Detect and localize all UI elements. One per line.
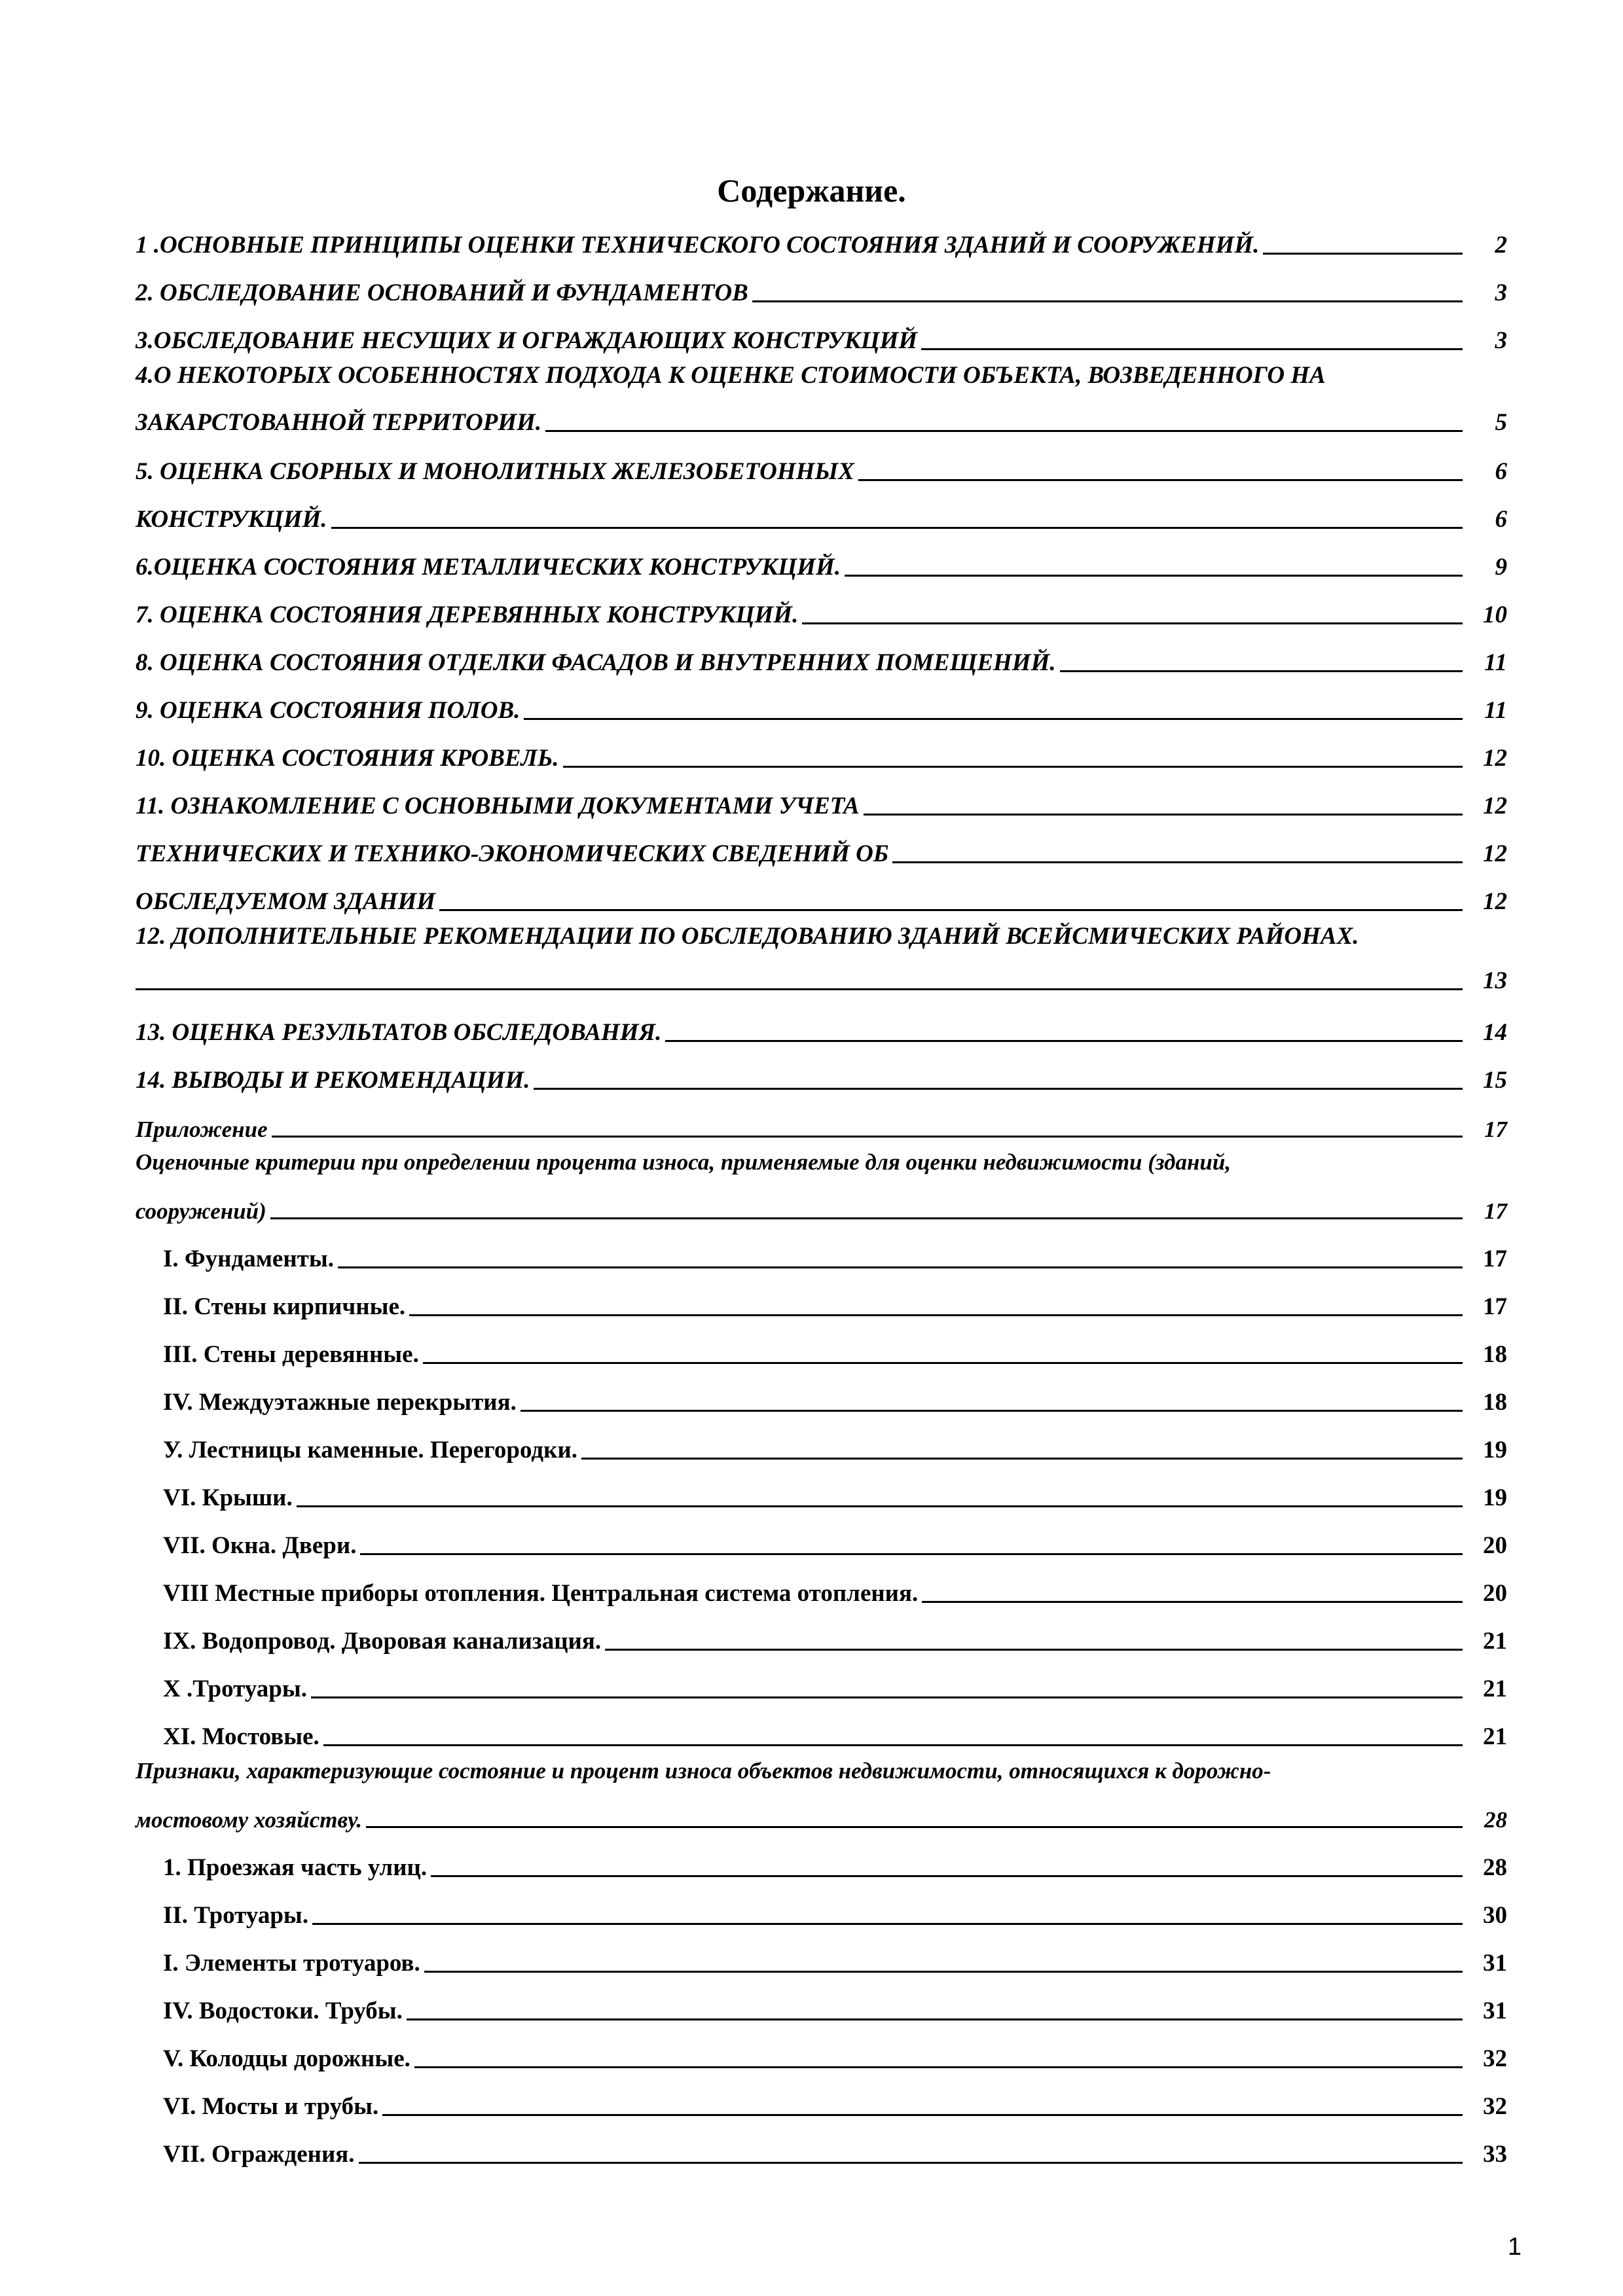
toc-entry[interactable] <box>136 1615 1507 1663</box>
toc-entry-page: 21 <box>1483 1723 1507 1751</box>
toc-entry[interactable] <box>136 732 1507 780</box>
toc-entry-text: 7. ОЦЕНКА СОСТОЯНИЯ ДЕРЕВЯННЫХ КОНСТРУКЦИЙ. <box>136 601 799 629</box>
toc-entry[interactable] <box>136 1329 1507 1376</box>
toc-entry-text: ОБСЛЕДУЕМОМ ЗДАНИИ <box>136 888 436 916</box>
toc-entry-text: ТЕХНИЧЕСКИХ И ТЕХНИКО-ЭКОНОМИЧЕСКИХ СВЕДЕНИЙ ОБ <box>136 840 889 868</box>
toc-entry[interactable] <box>136 1568 1507 1615</box>
leader-line <box>360 1553 1463 1555</box>
toc-entry-page: 19 <box>1483 1484 1507 1512</box>
toc-entry[interactable] <box>136 1890 1507 1937</box>
toc-entry[interactable] <box>136 541 1507 589</box>
leader-line <box>338 1266 1463 1268</box>
toc-entry-text: 3.ОБСЛЕДОВАНИЕ НЕСУЩИХ И ОГРАЖДАЮЩИХ КОНСТРУКЦИЙ <box>136 327 918 355</box>
toc-entry-page: 15 <box>1483 1067 1507 1094</box>
toc-entry-text: I. Элементы тротуаров. <box>163 1950 420 1977</box>
toc-entry[interactable] <box>136 446 1507 493</box>
toc-entry[interactable] <box>136 1007 1507 1054</box>
toc-entry[interactable] <box>136 493 1507 541</box>
toc-entry-text: 1 .ОСНОВНЫЕ ПРИНЦИПЫ ОЦЕНКИ ТЕХНИЧЕСКОГО СОСТОЯНИЯ ЗДАНИЙ И СООРУЖЕНИЙ. <box>136 232 1260 259</box>
toc-entry-text: 9. ОЦЕНКА СОСТОЯНИЯ ПОЛОВ. <box>136 697 520 725</box>
leader-line <box>752 300 1463 302</box>
toc-entry-page: 31 <box>1483 1998 1507 2025</box>
toc-entry-page: 13 <box>1483 967 1507 995</box>
leader-line <box>136 988 1463 990</box>
leader-line <box>1263 253 1463 255</box>
toc-entry-page: 20 <box>1483 1580 1507 1607</box>
leader-line <box>297 1505 1463 1507</box>
toc-entry-text: сооружений) <box>136 1198 266 1224</box>
leader-line <box>845 575 1463 577</box>
toc-entry-text: 6.ОЦЕНКА СОСТОЯНИЯ МЕТАЛЛИЧЕСКИХ КОНСТРУКЦИЙ. <box>136 554 841 581</box>
toc-entry[interactable] <box>136 1054 1507 1102</box>
toc-entry[interactable] <box>136 1759 1507 1842</box>
leader-line <box>409 1314 1463 1316</box>
toc-entry-text: II. Стены кирпичные. <box>163 1293 406 1321</box>
leader-line <box>1060 670 1463 672</box>
toc-entry-page: 30 <box>1483 1902 1507 1929</box>
toc-entry-text: XI. Мостовые. <box>163 1723 319 1751</box>
toc-entry-text: X .Тротуары. <box>163 1676 307 1703</box>
toc-entry-page: 9 <box>1495 554 1507 581</box>
page-number: 1 <box>1507 2233 1522 2261</box>
leader-line <box>563 766 1463 768</box>
toc-entry-text-line1: Оценочные критерии при определении процента износа, применяемые для оценки недвижимости (зданий, <box>136 1149 1231 1175</box>
toc-entry-page: 32 <box>1483 2093 1507 2121</box>
leader-line <box>270 1217 1463 1219</box>
toc-entry[interactable] <box>136 2081 1507 2128</box>
toc-entry-page: 3 <box>1495 327 1507 355</box>
leader-line <box>439 909 1463 911</box>
leader-line <box>520 1410 1463 1412</box>
toc-entry-text: 11. ОЗНАКОМЛЕНИЕ С ОСНОВНЫМИ ДОКУМЕНТАМИ УЧЕТА <box>136 793 860 820</box>
leader-line <box>858 479 1463 481</box>
toc-entry-text: мостовому хозяйству. <box>136 1806 363 1833</box>
toc-entry-page: 12 <box>1483 745 1507 772</box>
toc-entry-page: 33 <box>1483 2141 1507 2168</box>
leader-line <box>545 430 1463 432</box>
toc-entry-page: 12 <box>1483 840 1507 868</box>
leader-line <box>921 348 1463 350</box>
toc-entry-text: II. Тротуары. <box>163 1902 309 1929</box>
leader-line <box>423 1362 1463 1364</box>
toc-entry-page: 11 <box>1484 697 1507 725</box>
table-of-contents <box>136 219 1507 2176</box>
toc-entry-text: 13. ОЦЕНКА РЕЗУЛЬТАТОВ ОБСЛЕДОВАНИЯ. <box>136 1019 662 1047</box>
toc-entry-text: I. Фундаменты. <box>163 1246 334 1273</box>
toc-entry-page: 18 <box>1483 1341 1507 1369</box>
leader-line <box>414 2066 1463 2068</box>
toc-entry-page: 17 <box>1484 1198 1507 1224</box>
toc-entry-text: V. Колодцы дорожные. <box>163 2045 410 2073</box>
toc-entry[interactable] <box>136 876 1507 924</box>
leader-line <box>802 622 1463 624</box>
toc-entry-page: 17 <box>1483 1246 1507 1273</box>
toc-entry-page: 28 <box>1483 1854 1507 1882</box>
toc-entry[interactable] <box>136 1711 1507 1759</box>
toc-entry[interactable] <box>136 2033 1507 2081</box>
toc-entry-text: VI. Крыши. <box>163 1484 293 1512</box>
toc-entry-page: 21 <box>1483 1676 1507 1703</box>
leader-line <box>424 1971 1463 1973</box>
leader-line <box>323 1744 1463 1746</box>
toc-entry[interactable] <box>136 828 1507 876</box>
toc-entry[interactable] <box>136 1281 1507 1329</box>
toc-entry[interactable] <box>136 589 1507 637</box>
toc-entry-page: 14 <box>1483 1019 1507 1047</box>
leader-line <box>665 1040 1463 1042</box>
toc-entry-text: VII. Ограждения. <box>163 2141 355 2168</box>
toc-entry-text: 10. ОЦЕНКА СОСТОЯНИЯ КРОВЕЛЬ. <box>136 745 559 772</box>
toc-entry-page: 12 <box>1483 793 1507 820</box>
toc-entry-text: 2. ОБСЛЕДОВАНИЕ ОСНОВАНИЙ И ФУНДАМЕНТОВ <box>136 279 748 307</box>
toc-entry-page: 6 <box>1495 506 1507 533</box>
toc-entry[interactable] <box>136 1937 1507 1985</box>
toc-entry-page: 31 <box>1483 1950 1507 1977</box>
toc-entry-page: 3 <box>1495 279 1507 307</box>
toc-entry[interactable] <box>136 1842 1507 1890</box>
toc-entry[interactable] <box>136 1663 1507 1711</box>
leader-line <box>366 1826 1463 1828</box>
toc-entry[interactable] <box>136 1376 1507 1424</box>
leader-line <box>892 861 1463 863</box>
leader-line <box>605 1649 1463 1651</box>
leader-line <box>524 718 1463 720</box>
leader-line <box>312 1923 1463 1925</box>
toc-entry[interactable] <box>136 315 1507 363</box>
toc-entry-text: IV. Междуэтажные перекрытия. <box>163 1389 517 1416</box>
toc-entry-text: VIII Местные приборы отопления. Центральная система отопления. <box>163 1580 919 1607</box>
toc-entry-page: 6 <box>1495 458 1507 486</box>
toc-entry-page: 5 <box>1495 409 1507 437</box>
toc-entry[interactable] <box>136 1520 1507 1568</box>
leader-line <box>311 1696 1463 1698</box>
toc-entry[interactable] <box>136 1102 1507 1150</box>
toc-entry[interactable] <box>136 637 1507 685</box>
leader-line <box>922 1601 1463 1603</box>
toc-entry-text: 1. Проезжая часть улиц. <box>163 1854 428 1882</box>
toc-entry-page: 12 <box>1483 888 1507 916</box>
leader-line <box>359 2162 1463 2164</box>
toc-entry[interactable] <box>136 1233 1507 1281</box>
toc-entry-text: III. Стены деревянные. <box>163 1341 419 1369</box>
toc-entry-page: 18 <box>1483 1389 1507 1416</box>
toc-entry-text-line1: 12. ДОПОЛНИТЕЛЬНЫЕ РЕКОМЕНДАЦИИ ПО ОБСЛЕДОВАНИЮ ЗДАНИЙ ВСЕЙСМИЧЕСКИХ РАЙОНАХ. <box>136 923 1359 950</box>
toc-entry[interactable] <box>136 1150 1507 1233</box>
leader-line <box>272 1136 1463 1138</box>
toc-entry-text: IX. Водопровод. Дворовая канализация. <box>163 1628 602 1655</box>
toc-entry-text: 5. ОЦЕНКА СБОРНЫХ И МОНОЛИТНЫХ ЖЕЛЕЗОБЕТОННЫХ <box>136 458 854 486</box>
toc-entry-page: 21 <box>1483 1628 1507 1655</box>
toc-entry-text-line1: 4.О НЕКОТОРЫХ ОСОБЕННОСТЯХ ПОДХОДА К ОЦЕНКЕ СТОИМОСТИ ОБЪЕКТА, ВОЗВЕДЕННОГО НА <box>136 362 1326 389</box>
toc-entry[interactable] <box>136 363 1507 446</box>
leader-line <box>534 1088 1463 1090</box>
toc-entry[interactable] <box>136 1985 1507 2033</box>
page-title: Содержание. <box>717 172 906 209</box>
toc-entry-page: 10 <box>1483 601 1507 629</box>
toc-entry-page: 32 <box>1483 2045 1507 2073</box>
toc-entry-text: ЗАКАРСТОВАННОЙ ТЕРРИТОРИИ. <box>136 409 542 437</box>
leader-line <box>581 1458 1463 1460</box>
toc-entry[interactable] <box>136 2128 1507 2176</box>
toc-entry[interactable] <box>136 267 1507 315</box>
toc-entry-page: 17 <box>1484 1116 1507 1142</box>
toc-entry-page: 20 <box>1483 1532 1507 1560</box>
toc-entry[interactable] <box>136 780 1507 828</box>
toc-entry-text: VI. Мосты и трубы. <box>163 2093 379 2121</box>
toc-entry-text: IV. Водостоки. Трубы. <box>163 1998 403 2025</box>
leader-line <box>864 814 1463 816</box>
toc-entry-text: У. Лестницы каменные. Перегородки. <box>163 1437 578 1464</box>
toc-entry-page: 28 <box>1484 1806 1507 1833</box>
toc-entry-text: VII. Окна. Двери. <box>163 1532 357 1560</box>
leader-line <box>407 2018 1463 2020</box>
toc-entry[interactable] <box>136 924 1507 1007</box>
toc-entry-page: 19 <box>1483 1437 1507 1464</box>
toc-entry[interactable] <box>136 1424 1507 1472</box>
toc-entry-text-line1: Признаки, характеризующие состояние и процент износа объектов недвижимости, относящихся к дорожно- <box>136 1758 1271 1784</box>
toc-entry-text: Приложение <box>136 1116 268 1142</box>
toc-entry-page: 11 <box>1484 649 1507 677</box>
toc-entry[interactable] <box>136 685 1507 732</box>
leader-line <box>382 2114 1463 2116</box>
toc-entry-page: 17 <box>1483 1293 1507 1321</box>
leader-line <box>331 527 1463 529</box>
toc-entry-text: 14. ВЫВОДЫ И РЕКОМЕНДАЦИИ. <box>136 1067 530 1094</box>
toc-entry[interactable] <box>136 219 1507 267</box>
toc-entry[interactable] <box>136 1472 1507 1520</box>
toc-entry-text: КОНСТРУКЦИЙ. <box>136 506 327 533</box>
toc-entry-page: 2 <box>1495 232 1507 259</box>
leader-line <box>431 1875 1463 1877</box>
toc-entry-text: 8. ОЦЕНКА СОСТОЯНИЯ ОТДЕЛКИ ФАСАДОВ И ВНУТРЕННИХ ПОМЕЩЕНИЙ. <box>136 649 1056 677</box>
